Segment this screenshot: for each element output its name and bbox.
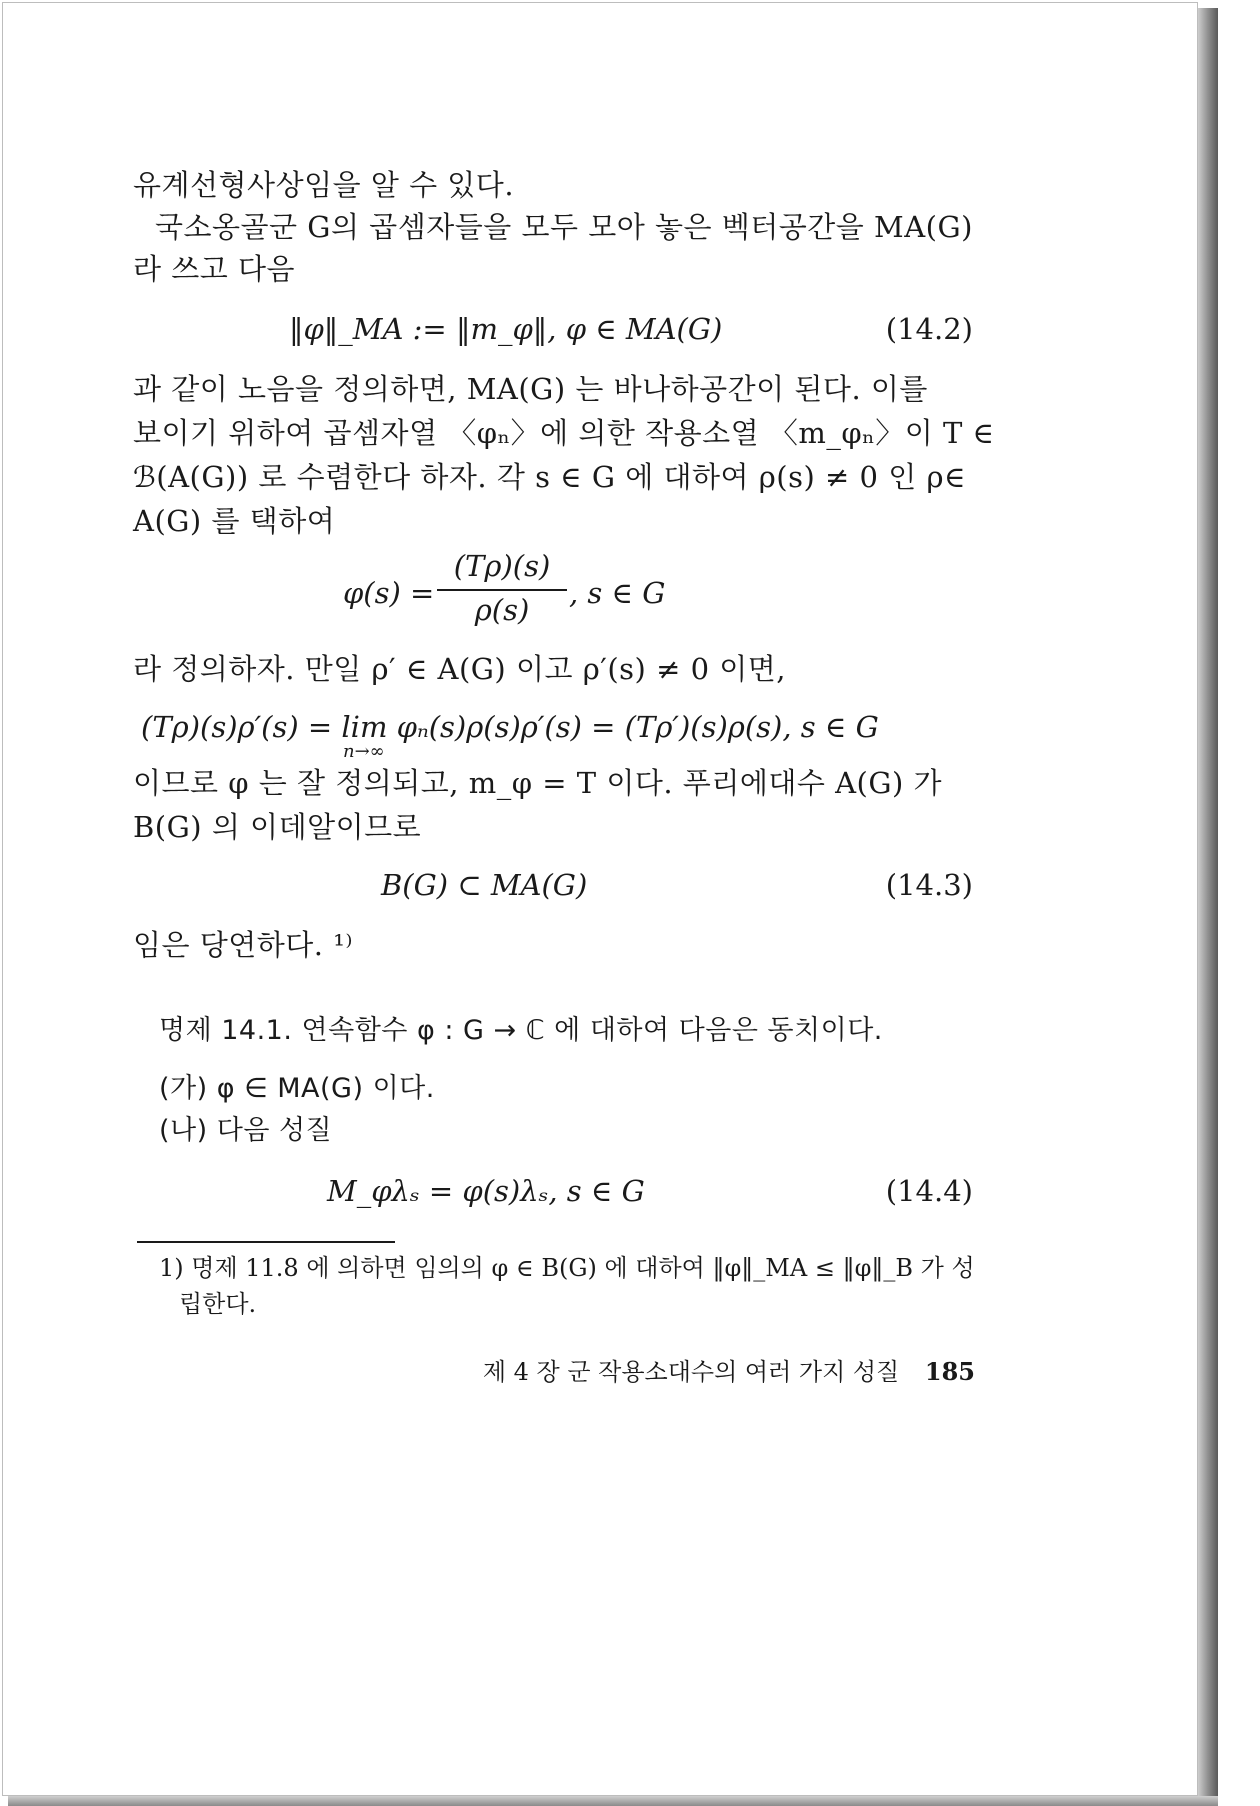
text-line: ℬ(A(G)) 로 수렴한다 하자. 각 s ∈ G 에 대하여 ρ(s) ≠ 0 인 ρ∈ xyxy=(133,460,966,494)
equation-number: (14.2) xyxy=(885,312,973,346)
proposition-item: (가) φ ∈ MA(G) 이다. xyxy=(159,1073,435,1104)
page-edge-shadow xyxy=(1196,8,1218,1806)
chapter-title: 제 4 장 군 작용소대수의 여러 가지 성질 xyxy=(482,1358,900,1386)
equation-number: (14.4) xyxy=(885,1174,973,1208)
equation-14-3: B(G) ⊂ MA(G) xyxy=(381,868,588,902)
text-line: 과 같이 노음을 정의하면, MA(G) 는 바나하공간이 된다. 이를 xyxy=(133,372,928,406)
proposition-item: (나) 다음 성질 xyxy=(159,1115,333,1146)
text-line: A(G) 를 택하여 xyxy=(133,504,336,538)
page-bottom-shadow xyxy=(8,1796,1218,1806)
page-number: 185 xyxy=(924,1357,975,1386)
text-line: 이므로 φ 는 잘 정의되고, m_φ = T 이다. 푸리에대수 A(G) 가 xyxy=(133,766,943,800)
equation-limit: (Tρ)(s)ρ′(s) = lim φₙ(s)ρ(s)ρ′(s) = (Tρ′)(s)ρ(s), s ∈ G xyxy=(141,710,879,744)
equation-fraction-rhs: , s ∈ G xyxy=(569,576,666,610)
fraction-bar xyxy=(437,589,567,591)
equation-14-4: M_φλₛ = φ(s)λₛ, s ∈ G xyxy=(327,1174,645,1208)
text-line: 유계선형사상임을 알 수 있다. xyxy=(133,168,515,202)
text-line: 국소옹골군 G의 곱셈자들을 모두 모아 놓은 벡터공간을 MA(G) xyxy=(155,210,973,244)
text-line: B(G) 의 이데알이므로 xyxy=(133,810,422,844)
text-line: 보이기 위하여 곱셈자열 〈φₙ〉에 의한 작용소열 〈m_φₙ〉이 T ∈ xyxy=(133,416,995,450)
limit-subscript: n→∞ xyxy=(343,741,385,762)
fraction-numerator: (Tρ)(s) xyxy=(453,549,551,583)
footnote-line: 립한다. xyxy=(179,1290,257,1318)
footnote-rule xyxy=(137,1241,395,1243)
running-footer xyxy=(483,1355,975,1389)
proposition-title: 명제 14.1. 연속함수 φ : G → ℂ 에 대하여 다음은 동치이다. xyxy=(159,1015,883,1046)
equation-fraction-lhs: φ(s) = xyxy=(343,576,435,610)
text-line: 임은 당연하다. ¹⁾ xyxy=(133,928,353,962)
book-page xyxy=(2,2,1198,1796)
equation-number: (14.3) xyxy=(885,868,973,902)
text-line: 라 쓰고 다음 xyxy=(133,252,296,286)
text-line: 라 정의하자. 만일 ρ′ ∈ A(G) 이고 ρ′(s) ≠ 0 이면, xyxy=(133,652,787,686)
equation-14-2: ‖φ‖_MA := ‖m_φ‖, φ ∈ MA(G) xyxy=(289,312,723,346)
footnote-line: 1) 명제 11.8 에 의하면 임의의 φ ∈ B(G) 에 대하여 ‖φ‖_MA ≤ ‖φ‖_B 가 성 xyxy=(159,1254,975,1282)
fraction-denominator: ρ(s) xyxy=(474,593,530,627)
